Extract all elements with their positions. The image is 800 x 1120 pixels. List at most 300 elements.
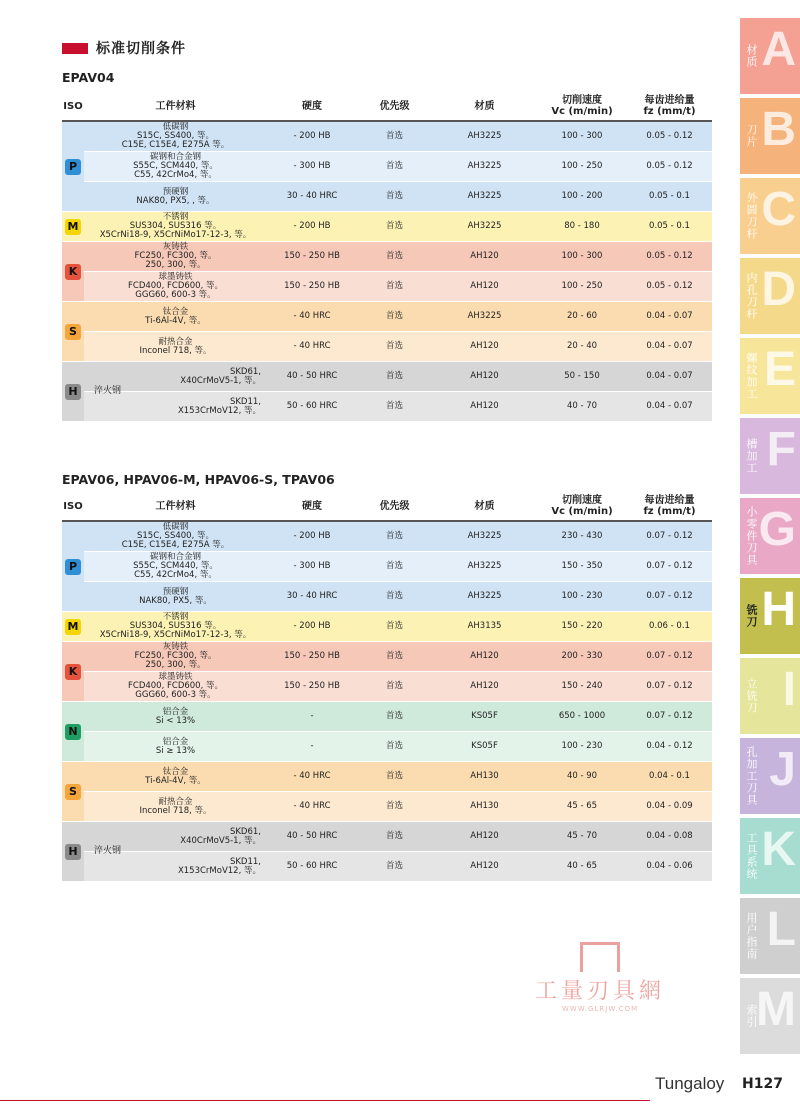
column-header-material — [84, 501, 267, 512]
chapter-tab-label: 索引 — [745, 1004, 758, 1028]
table1-title: EPAV04 — [62, 70, 115, 85]
chapter-tab-letter: L — [766, 903, 796, 956]
hardness-cell: 40 - 50 HRC — [286, 371, 338, 381]
material-cell — [84, 762, 267, 791]
feed-per-tooth-cell: 0.07 - 0.12 — [646, 531, 693, 541]
material-line: S55C, SCM440, 等。 — [133, 561, 218, 571]
column-header-text: 材质 — [474, 100, 495, 112]
chapter-tab-h[interactable] — [740, 578, 800, 654]
column-header-fz — [627, 95, 712, 117]
chapter-tab-label: 铣刀 — [745, 604, 758, 628]
material-line: SKD11, — [229, 396, 261, 407]
priority-cell: 首选 — [385, 251, 403, 261]
iso-group-m — [62, 612, 84, 641]
material-line: FCD400, FCD600, 等。 — [128, 281, 223, 291]
material-category: 球墨铸铁 — [158, 672, 193, 682]
material-line: C15E, C15E4, E275A 等。 — [121, 140, 230, 150]
chapter-tab-m[interactable] — [740, 978, 800, 1054]
chapter-tab-c[interactable] — [740, 178, 800, 254]
cutting-speed-cell: 40 - 90 — [566, 771, 598, 781]
feed-per-tooth-cell: 0.05 - 0.12 — [646, 131, 693, 141]
priority-cell: 首选 — [385, 771, 403, 781]
column-header-vc — [537, 495, 627, 517]
material-cell — [84, 392, 267, 421]
material-category: 低碳钢 — [162, 122, 189, 132]
hardness-cell: - — [310, 741, 314, 751]
material-line: SUS304, SUS316 等。 — [129, 621, 222, 631]
table-row — [62, 672, 712, 702]
grade-cell: AH120 — [470, 401, 499, 411]
chapter-tab-label: 槽加工 — [745, 438, 758, 474]
hardness-cell: - 200 HB — [293, 621, 331, 631]
chapter-tab-letter: I — [782, 663, 796, 716]
feed-per-tooth-cell: 0.05 - 0.1 — [649, 221, 690, 231]
material-cell — [84, 612, 267, 641]
table-row — [62, 242, 712, 272]
material-cell — [84, 212, 267, 241]
table2-title: EPAV06, HPAV06-M, HPAV06-S, TPAV06 — [62, 472, 335, 487]
material-line: Inconel 718, 等。 — [139, 345, 212, 356]
cutting-speed-cell: 150 - 220 — [561, 621, 603, 631]
table-body — [62, 522, 712, 882]
cutting-speed-cell: 45 - 65 — [566, 801, 598, 811]
material-category: 灰铸铁 — [162, 242, 189, 252]
column-header-text: ISO — [63, 500, 83, 512]
priority-cell: 首选 — [385, 801, 403, 811]
grade-cell: AH3225 — [467, 531, 502, 541]
material-category: 碳钢和合金钢 — [149, 152, 201, 162]
table-row — [62, 582, 712, 612]
table-row — [62, 762, 712, 792]
chapter-tab-letter: K — [761, 823, 796, 876]
chapter-tab-k[interactable] — [740, 818, 800, 894]
feed-per-tooth-cell: 0.04 - 0.08 — [646, 831, 693, 841]
table-row — [62, 392, 712, 422]
priority-cell: 首选 — [385, 531, 403, 541]
iso-badge-p: P — [65, 159, 81, 175]
material-cell — [84, 362, 267, 396]
page-number: H127 — [742, 1076, 783, 1092]
chapter-tab-letter: J — [769, 743, 796, 796]
cutting-table-1 — [62, 92, 712, 422]
column-header-text: 硬度 — [302, 100, 322, 112]
chapter-tab-label: 工具系统 — [745, 832, 758, 880]
column-header-text: 每齿进给量 — [644, 95, 695, 106]
table-body — [62, 122, 712, 422]
section-header — [62, 38, 186, 58]
material-cell — [84, 332, 267, 361]
material-cell — [84, 672, 267, 701]
iso-badge-h: H — [65, 844, 81, 860]
material-category: 铝合金 — [162, 736, 189, 747]
material-line: Inconel 718, 等。 — [139, 805, 212, 816]
cutting-speed-cell: 100 - 250 — [561, 281, 603, 291]
priority-cell: 首选 — [385, 651, 403, 661]
chapter-tab-label: 材质 — [745, 44, 758, 68]
grade-cell: AH3225 — [467, 591, 502, 601]
material-line: NAK80, PX5, , 等。 — [136, 195, 215, 206]
material-line: SKD61, — [229, 366, 261, 377]
feed-per-tooth-cell: 0.04 - 0.07 — [646, 401, 693, 411]
footer-rule — [0, 1100, 650, 1101]
section-title: 标准切削条件 — [96, 41, 186, 57]
cutting-speed-cell: 150 - 240 — [561, 681, 603, 691]
chapter-tab-a[interactable] — [740, 18, 800, 94]
priority-cell: 首选 — [385, 711, 403, 721]
material-category: 耐热合金 — [158, 796, 193, 807]
feed-per-tooth-cell: 0.07 - 0.12 — [646, 681, 693, 691]
chapter-tab-g[interactable] — [740, 498, 800, 574]
grade-cell: AH3225 — [467, 161, 502, 171]
iso-group-s — [62, 302, 84, 361]
chapter-tab-label: 外圆刀杆 — [745, 192, 758, 240]
material-category: 钛合金 — [162, 766, 189, 777]
material-line: X40CrMoV5-1, 等。 — [180, 835, 261, 846]
iso-group-k — [62, 242, 84, 301]
material-category: 淬火钢 — [94, 386, 122, 396]
hardness-cell: 50 - 60 HRC — [286, 401, 338, 411]
material-category: 碳钢和合金钢 — [149, 552, 201, 562]
material-cell — [84, 552, 267, 581]
table-row — [62, 522, 712, 552]
material-line: SKD11, — [229, 856, 261, 867]
material-cell — [84, 852, 267, 881]
grade-cell: AH120 — [470, 281, 499, 291]
material-cell — [84, 272, 267, 301]
chapter-tab-e[interactable] — [740, 338, 800, 414]
chapter-tab-label: 孔加工刀具 — [745, 746, 758, 806]
hardness-cell: - — [310, 711, 314, 721]
grade-cell: AH130 — [470, 771, 499, 781]
chapter-tab-letter: M — [756, 983, 796, 1036]
material-cell — [84, 702, 267, 731]
feed-per-tooth-cell: 0.04 - 0.12 — [646, 741, 693, 751]
cutting-speed-cell: 650 - 1000 — [558, 711, 606, 721]
feed-per-tooth-cell: 0.05 - 0.1 — [649, 191, 690, 201]
material-cell — [84, 302, 267, 331]
material-line: X153CrMoV12, 等。 — [177, 405, 261, 416]
hardness-cell: 30 - 40 HRC — [286, 191, 338, 201]
priority-cell: 首选 — [385, 131, 403, 141]
watermark — [520, 942, 680, 1013]
cutting-speed-cell: 100 - 230 — [561, 741, 603, 751]
chapter-tab-i[interactable] — [740, 658, 800, 734]
table-row — [62, 792, 712, 822]
chapter-tab-letter: G — [758, 503, 796, 556]
watermark-name: 工量刃具網 — [534, 979, 665, 1004]
hardness-cell: 150 - 250 HB — [284, 651, 340, 661]
table-row — [62, 822, 712, 856]
hardness-cell: - 40 HRC — [293, 771, 331, 781]
material-line: S15C, SS400, 等。 — [137, 131, 214, 141]
material-category: 淬火钢 — [94, 846, 122, 856]
table-header — [62, 92, 712, 122]
material-cell — [84, 182, 267, 211]
material-line: GGG60, 600-3 等。 — [135, 290, 216, 300]
feed-per-tooth-cell: 0.04 - 0.07 — [646, 341, 693, 351]
chapter-tab-b[interactable] — [740, 98, 800, 174]
hardness-cell: - 200 HB — [293, 221, 331, 231]
column-header-text: 工件材料 — [155, 100, 196, 112]
hardness-cell: - 200 HB — [293, 131, 331, 141]
chapter-tab-label: 小零件刀具 — [745, 506, 758, 566]
material-line: S15C, SS400, 等。 — [137, 531, 214, 541]
iso-group-h — [62, 822, 84, 881]
material-line: FC250, FC300, 等。 — [134, 651, 217, 661]
material-cell — [84, 242, 267, 271]
table-row — [62, 732, 712, 762]
material-category: 不锈钢 — [162, 612, 189, 622]
table-header — [62, 492, 712, 522]
material-cell — [84, 732, 267, 761]
feed-per-tooth-cell: 0.05 - 0.12 — [646, 161, 693, 171]
chapter-tab-letter: F — [766, 423, 796, 476]
priority-cell: 首选 — [385, 221, 403, 231]
material-cell — [84, 122, 267, 151]
hardness-cell: - 200 HB — [293, 531, 331, 541]
iso-badge-k: K — [65, 664, 81, 680]
material-category: 低碳钢 — [162, 522, 189, 532]
cutting-speed-cell: 100 - 300 — [561, 251, 603, 261]
material-category: 钛合金 — [162, 306, 189, 317]
priority-cell: 首选 — [385, 741, 403, 751]
material-line: Ti-6Al-4V, 等。 — [145, 775, 206, 786]
priority-cell: 首选 — [385, 591, 403, 601]
table-row — [62, 152, 712, 182]
grade-cell: AH3225 — [467, 561, 502, 571]
material-category: 耐热合金 — [158, 336, 193, 347]
cutting-speed-cell: 80 - 180 — [564, 221, 600, 231]
table-row — [62, 122, 712, 152]
iso-group-s — [62, 762, 84, 821]
hardness-cell: 30 - 40 HRC — [286, 591, 338, 601]
priority-cell: 首选 — [385, 311, 403, 321]
iso-badge-s: S — [65, 324, 81, 340]
chapter-tab-label: 刀片 — [745, 124, 758, 148]
feed-per-tooth-cell: 0.07 - 0.12 — [646, 651, 693, 661]
column-header-text: 材质 — [474, 500, 495, 512]
chapter-tab-letter: C — [761, 183, 796, 236]
feed-per-tooth-cell: 0.04 - 0.1 — [649, 771, 690, 781]
iso-group-m — [62, 212, 84, 241]
column-header-text: 优先级 — [379, 500, 410, 512]
priority-cell: 首选 — [385, 161, 403, 171]
grade-cell: KS05F — [471, 711, 498, 721]
material-line: X40CrMoV5-1, 等。 — [180, 375, 261, 386]
material-line: Si < 13% — [155, 715, 196, 726]
grade-cell: AH120 — [470, 371, 499, 381]
cutting-speed-cell: 45 - 70 — [566, 831, 598, 841]
column-header-text: fz (mm/t) — [643, 106, 696, 117]
column-header-text: 切削速度 — [562, 495, 602, 506]
table-row — [62, 362, 712, 396]
iso-badge-h: H — [65, 384, 81, 400]
table-row — [62, 702, 712, 732]
iso-group-k — [62, 642, 84, 701]
column-header-priority — [357, 101, 432, 112]
material-line: FCD400, FCD600, 等。 — [128, 681, 223, 691]
column-header-iso — [62, 101, 84, 112]
material-cell — [84, 822, 267, 856]
column-header-text: Vc (m/min) — [551, 106, 613, 117]
iso-badge-m: M — [65, 219, 81, 235]
table-row — [62, 552, 712, 582]
material-line: GGG60, 600-3 等。 — [135, 690, 216, 700]
material-line: X153CrMoV12, 等。 — [177, 865, 261, 876]
material-line: C15E, C15E4, E275A 等。 — [121, 540, 230, 550]
grade-cell: AH120 — [470, 251, 499, 261]
column-header-text: 工件材料 — [155, 500, 196, 512]
watermark-url: WWW.GLRJW.COM — [561, 1005, 639, 1013]
hardness-cell: 150 - 250 HB — [284, 251, 340, 261]
grade-cell: AH3135 — [467, 621, 502, 631]
cutting-speed-cell: 100 - 300 — [561, 131, 603, 141]
chapter-tab-letter: E — [763, 343, 796, 396]
hardness-cell: 40 - 50 HRC — [286, 831, 338, 841]
watermark-logo-icon — [580, 942, 620, 972]
column-header-vc — [537, 95, 627, 117]
grade-cell: AH130 — [470, 801, 499, 811]
material-line: C55, 42CrMo4, 等。 — [134, 170, 217, 180]
priority-cell: 首选 — [385, 191, 403, 201]
column-header-text: 硬度 — [302, 500, 322, 512]
chapter-tab-l[interactable] — [740, 898, 800, 974]
material-category: 铝合金 — [162, 706, 189, 717]
table-row — [62, 852, 712, 882]
material-category: 球墨铸铁 — [158, 272, 193, 282]
column-header-priority — [357, 501, 432, 512]
hardness-cell: - 40 HRC — [293, 801, 331, 811]
material-category: 不锈钢 — [162, 212, 189, 222]
iso-group-h — [62, 362, 84, 421]
material-cell — [84, 582, 267, 611]
priority-cell: 首选 — [385, 861, 403, 871]
iso-group-p — [62, 522, 84, 611]
cutting-speed-cell: 100 - 230 — [561, 591, 603, 601]
grade-cell: AH120 — [470, 861, 499, 871]
chapter-tab-label: 立铣刀 — [745, 678, 758, 714]
chapter-tab-d[interactable] — [740, 258, 800, 334]
grade-cell: KS05F — [471, 741, 498, 751]
table-row — [62, 642, 712, 672]
material-line: SUS304, SUS316 等。 — [129, 221, 222, 231]
grade-cell: AH120 — [470, 651, 499, 661]
column-header-fz — [627, 495, 712, 517]
material-line: SKD61, — [229, 826, 261, 837]
iso-badge-p: P — [65, 559, 81, 575]
feed-per-tooth-cell: 0.07 - 0.12 — [646, 561, 693, 571]
material-line: X5CrNi18-9, X5CrNiMo17-12-3, 等。 — [99, 630, 252, 640]
cutting-speed-cell: 230 - 430 — [561, 531, 603, 541]
table-row — [62, 212, 712, 242]
priority-cell: 首选 — [385, 401, 403, 411]
cutting-speed-cell: 40 - 70 — [566, 401, 598, 411]
grade-cell: AH120 — [470, 681, 499, 691]
table-row — [62, 182, 712, 212]
material-cell — [84, 152, 267, 181]
iso-badge-m: M — [65, 619, 81, 635]
feed-per-tooth-cell: 0.04 - 0.07 — [646, 311, 693, 321]
chapter-tab-letter: A — [761, 23, 796, 76]
hardness-cell: - 40 HRC — [293, 341, 331, 351]
table-row — [62, 272, 712, 302]
hardness-cell: - 40 HRC — [293, 311, 331, 321]
column-header-text: fz (mm/t) — [643, 506, 696, 517]
cutting-speed-cell: 100 - 200 — [561, 191, 603, 201]
feed-per-tooth-cell: 0.05 - 0.12 — [646, 281, 693, 291]
cutting-speed-cell: 150 - 350 — [561, 561, 603, 571]
chapter-tab-letter: B — [761, 103, 796, 156]
material-cell — [84, 522, 267, 551]
material-line: S55C, SCM440, 等。 — [133, 161, 218, 171]
priority-cell: 首选 — [385, 621, 403, 631]
column-header-text: 切削速度 — [562, 95, 602, 106]
grade-cell: AH3225 — [467, 221, 502, 231]
column-header-iso — [62, 501, 84, 512]
column-header-text: 优先级 — [379, 100, 410, 112]
material-line: X5CrNi18-9, X5CrNiMo17-12-3, 等。 — [99, 230, 252, 240]
material-line: Si ≥ 13% — [155, 745, 196, 756]
grade-cell: AH3225 — [467, 131, 502, 141]
column-header-grade — [432, 501, 537, 512]
hardness-cell: 150 - 250 HB — [284, 281, 340, 291]
section-marker — [62, 43, 88, 54]
column-header-text: ISO — [63, 100, 83, 112]
column-header-hardness — [267, 101, 357, 112]
table-row — [62, 302, 712, 332]
iso-group-p — [62, 122, 84, 211]
hardness-cell: - 300 HB — [293, 561, 331, 571]
feed-per-tooth-cell: 0.04 - 0.07 — [646, 371, 693, 381]
hardness-cell: 50 - 60 HRC — [286, 861, 338, 871]
grade-cell: AH120 — [470, 831, 499, 841]
footer-brand: Tungaloy — [655, 1074, 725, 1093]
column-header-hardness — [267, 501, 357, 512]
priority-cell: 首选 — [385, 371, 403, 381]
chapter-tab-label: 内孔刀杆 — [745, 272, 758, 320]
grade-cell: AH120 — [470, 341, 499, 351]
chapter-tab-label: 螺纹加工 — [745, 352, 758, 400]
feed-per-tooth-cell: 0.06 - 0.1 — [649, 621, 690, 631]
feed-per-tooth-cell: 0.04 - 0.06 — [646, 861, 693, 871]
feed-per-tooth-cell: 0.05 - 0.12 — [646, 251, 693, 261]
cutting-speed-cell: 50 - 150 — [564, 371, 600, 381]
cutting-speed-cell: 100 - 250 — [561, 161, 603, 171]
material-line: FC250, FC300, 等。 — [134, 251, 217, 261]
material-category: 预硬钢 — [162, 186, 189, 197]
grade-cell: AH3225 — [467, 191, 502, 201]
cutting-table-2 — [62, 492, 712, 882]
priority-cell: 首选 — [385, 341, 403, 351]
hardness-cell: 150 - 250 HB — [284, 681, 340, 691]
material-line: Ti-6Al-4V, 等。 — [145, 315, 206, 326]
chapter-tab-f[interactable] — [740, 418, 800, 494]
material-cell — [84, 642, 267, 671]
material-cell — [84, 792, 267, 821]
material-line: C55, 42CrMo4, 等。 — [134, 570, 217, 580]
material-category: 灰铸铁 — [162, 642, 189, 652]
chapter-tab-j[interactable] — [740, 738, 800, 814]
chapter-tab-label: 用户指南 — [745, 912, 758, 960]
table-row — [62, 612, 712, 642]
material-category: 预硬钢 — [162, 586, 189, 597]
feed-per-tooth-cell: 0.07 - 0.12 — [646, 711, 693, 721]
iso-badge-s: S — [65, 784, 81, 800]
grade-cell: AH3225 — [467, 311, 502, 321]
iso-badge-k: K — [65, 264, 81, 280]
material-line: 250, 300, 等。 — [145, 260, 206, 270]
priority-cell: 首选 — [385, 831, 403, 841]
